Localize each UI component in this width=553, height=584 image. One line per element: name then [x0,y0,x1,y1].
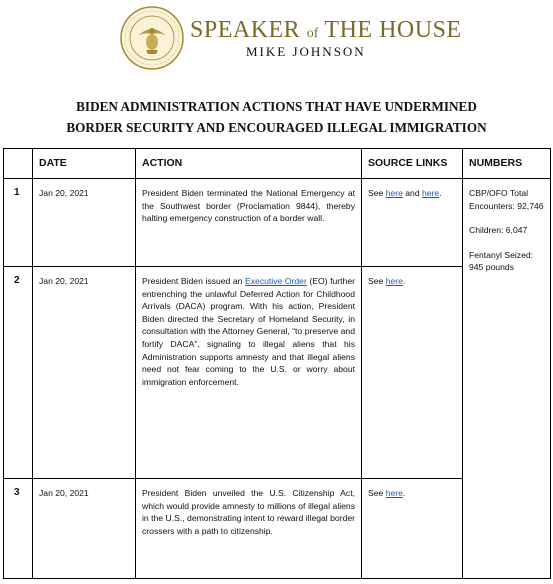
source-prefix: See [368,188,386,198]
row-date: Jan 20, 2021 [33,267,136,479]
source-prefix: See [368,276,386,286]
source-link[interactable]: here [385,488,403,498]
office-part2: THE HOUSE [318,17,462,43]
action-prefix: President Biden issued an [142,276,246,286]
source-suffix: . [402,488,406,498]
source-prefix: See [368,488,386,498]
row-date: Jan 20, 2021 [33,179,136,267]
row-number: 2 [4,267,33,479]
table-header-row [4,149,551,179]
row-source [362,179,463,267]
office-of: of [306,26,319,41]
letterhead [0,0,553,80]
source-suffix: . [439,188,442,198]
numbers-encounters: CBP/OFO Total Encounters: 92,746 [469,188,544,211]
row-action: President Biden terminated the National Emergency at the Southwest border (Proclamation 9844), thereby halting emergency construction of a border wall. [136,179,362,267]
source-mid: and [402,188,423,198]
document-title [0,96,553,138]
source-link[interactable]: here [385,276,403,286]
header-source-links: SOURCE LINKS [362,149,463,179]
row-number: 3 [4,479,33,579]
action-rest: (EO) further entrenching the unlawful Deferred Action for Childhood Arrivals (DACA) program. With his action, President Biden directed the Secretary of Homeland Security, in consultation with the Attorney General, “to preserve and fortify DACA”, signaling to illegal aliens that his Administration supports amnesty and that illegal aliens need not fear coming to the U.S. or worry about immigration enforcement. [142,276,355,387]
actions-table [3,148,551,579]
title-line-1: BIDEN ADMINISTRATION ACTIONS THAT HAVE UNDERMINED [76,99,477,114]
header-action: ACTION [136,149,362,179]
row-source [362,267,463,479]
source-link[interactable]: here [385,188,403,198]
executive-order-link[interactable]: Executive Order [245,276,307,286]
numbers-children: Children: 6,047 [469,225,528,236]
office-title [190,17,462,44]
member-name: MIKE JOHNSON [246,44,366,59]
header-numbers: NUMBERS [463,149,551,179]
office-part1: SPEAKER [190,17,307,43]
header-date: DATE [33,149,136,179]
header-num [4,149,33,179]
row-date: Jan 20, 2021 [33,479,136,579]
source-link[interactable]: here [422,188,440,198]
table-row [4,179,551,267]
title-line-2: BORDER SECURITY AND ENCOURAGED ILLEGAL IMMIGRATION [66,120,487,135]
numbers-fentanyl: Fentanyl Seized: 945 pounds [469,249,534,273]
row-source [362,479,463,579]
house-seal-icon [120,6,184,70]
row-action: President Biden unveiled the U.S. Citizenship Act, which would provide amnesty to millions of illegal aliens in the U.S., demonstrating intent to reward illegal border crossers with a path to citizenship. [136,479,362,579]
numbers-cell [463,179,551,579]
source-suffix: . [402,276,406,286]
row-number: 1 [4,179,33,267]
row-action [136,267,362,479]
